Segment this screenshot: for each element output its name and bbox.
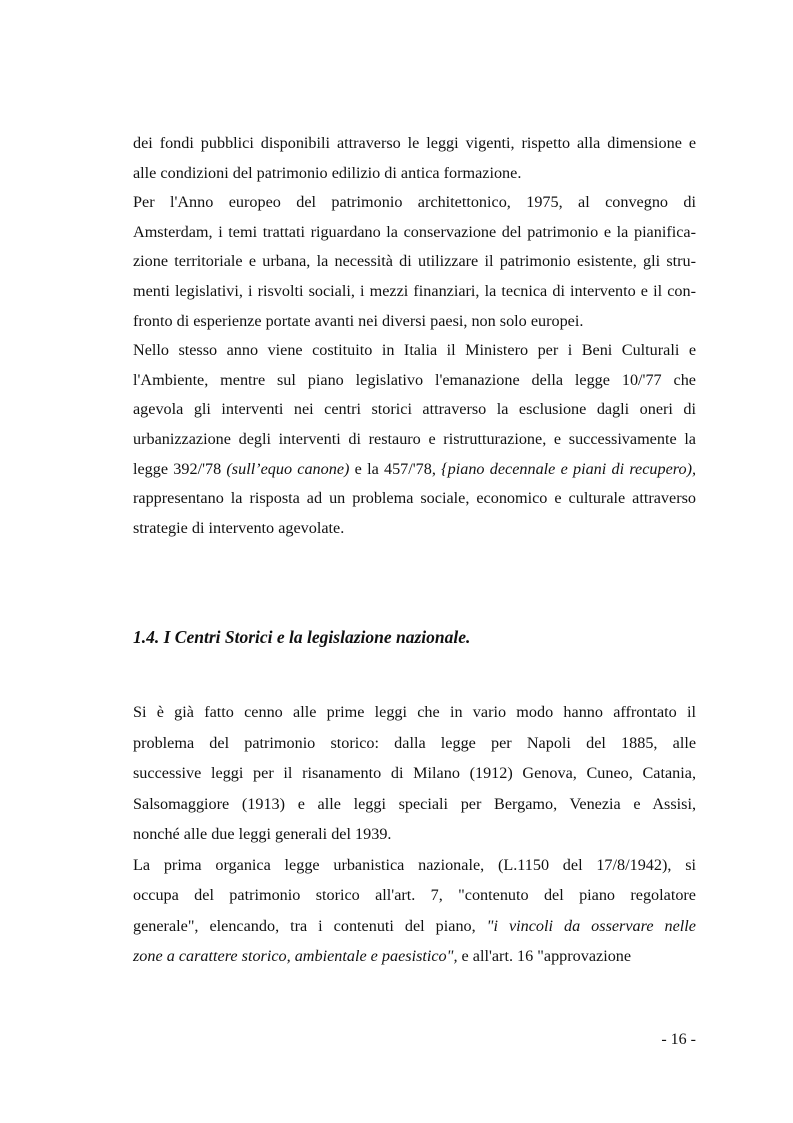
text-run: Amsterdam, i temi trattati riguardano la conservazione del patrimonio e la pianifica- xyxy=(133,222,696,241)
text-run: zione territoriale e urbana, la necessità di utilizzare il patrimonio esistente, gli stru- xyxy=(133,252,696,271)
text-line xyxy=(133,794,696,814)
text-line xyxy=(133,916,696,936)
text-run: Nello stesso anno viene costituito in Italia il Ministero per i Beni Culturali e xyxy=(133,341,696,360)
text-run: dei fondi pubblici disponibili attraverso le leggi vigenti, rispetto alla dimensione e xyxy=(133,134,696,152)
text-run: occupa del patrimonio storico all'art. 7, "contenuto del piano regolatore xyxy=(133,886,696,904)
text-run: Si è già fatto cenno alle prime leggi che in vario modo hanno affrontato il xyxy=(133,703,696,721)
text-run: successive leggi per il risanamento di Milano (1912) Genova, Cuneo, Catania, xyxy=(133,764,696,782)
text-line xyxy=(133,459,696,479)
text-run: fronto di esperienze portate avanti nei diversi paesi, non solo europei. xyxy=(133,311,584,330)
text-run: Per l'Anno europeo del patrimonio architettonico, 1975, al convegno di xyxy=(133,193,696,212)
text-line xyxy=(133,488,696,508)
text-run: urbanizzazione degli interventi di restauro e ristrutturazione, e successivamente la xyxy=(133,430,696,448)
text-line xyxy=(133,370,696,390)
text-line xyxy=(133,702,696,722)
text-line xyxy=(133,251,696,271)
text-run: rappresentano la risposta ad un problema sociale, economico e culturale attraverso xyxy=(133,489,696,508)
text-line xyxy=(133,192,696,212)
text-run: e la 457/'78, xyxy=(349,459,442,478)
text-line xyxy=(133,763,696,783)
italic-text: {piano decennale e piani di recupero), xyxy=(441,459,697,478)
text-line xyxy=(133,163,696,183)
text-line xyxy=(133,311,696,331)
text-run: l'Ambiente, mentre sul piano legislativo l'emanazione della legge 10/'77 che xyxy=(133,370,696,389)
text-run: e all'art. 16 "approvazione xyxy=(457,947,632,965)
text-line xyxy=(133,733,696,753)
text-line xyxy=(133,281,696,301)
text-run: La prima organica legge urbanistica nazionale, (L.1150 del 17/8/1942), si xyxy=(133,855,696,874)
text-run: legge 392/'78 xyxy=(133,459,227,478)
text-line xyxy=(133,222,696,242)
text-line xyxy=(133,518,696,538)
text-run: strategie di intervento agevolate. xyxy=(133,518,345,537)
text-run: menti legislativi, i risvolti sociali, i mezzi finanziari, la tecnica di intervento e il con- xyxy=(133,282,696,300)
text-run: alle condizioni del patrimonio edilizio di antica formazione. xyxy=(133,163,522,182)
text-run: nonché alle due leggi generali del 1939. xyxy=(133,825,392,843)
italic-text: (sull’equo canone) xyxy=(226,459,350,478)
text-line xyxy=(133,133,696,153)
text-line xyxy=(133,824,696,844)
text-run: generale", elencando, tra i contenuti del piano, xyxy=(133,916,487,935)
text-line xyxy=(133,429,696,449)
text-line xyxy=(133,946,696,966)
text-run: agevola gli interventi nei centri storici attraverso la esclusione dagli oneri di xyxy=(133,400,696,419)
italic-text: zone a carattere storico, ambientale e paesistico", xyxy=(133,947,458,965)
italic-text: "i vincoli da osservare nelle xyxy=(486,916,696,935)
text-line xyxy=(133,399,696,419)
page-number: - 16 - xyxy=(661,1031,696,1048)
text-line xyxy=(133,340,696,360)
text-line xyxy=(133,855,696,875)
text-run: problema del patrimonio storico: dalla legge per Napoli del 1885, alle xyxy=(133,733,696,752)
section-heading: 1.4. I Centri Storici e la legislazione nazionale. xyxy=(133,627,471,647)
text-line xyxy=(133,885,696,905)
text-run: Salsomaggiore (1913) e alle leggi speciali per Bergamo, Venezia e Assisi, xyxy=(133,794,696,813)
